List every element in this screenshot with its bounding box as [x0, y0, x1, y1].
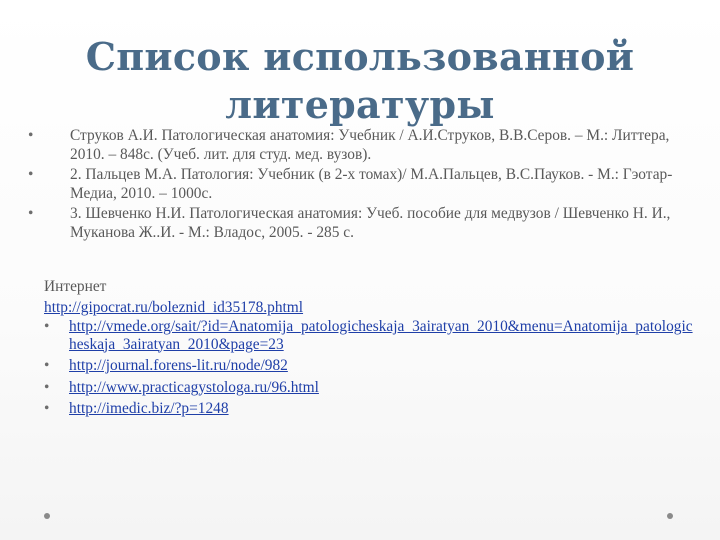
slide-title — [40, 33, 680, 129]
title-line-1: Список использованной — [85, 34, 635, 80]
reference-text: Струков А.И. Патологическая анатомия: Учебник / А.И.Струков, В.В.Серов. – М.: Литтера, 2010. – 848с. (Учеб. лит. для студ. мед. вузов). — [70, 127, 670, 163]
title-line-2: литературы — [225, 82, 495, 128]
bullet-icon: • — [28, 166, 34, 183]
reference-item — [28, 204, 692, 242]
link-list — [44, 318, 694, 418]
bullet-icon: • — [44, 318, 50, 335]
web-link[interactable]: http://journal.forens-lit.ru/node/982 — [69, 357, 288, 374]
bullet-icon: • — [44, 378, 50, 396]
reference-text: 3. Шевченко Н.И. Патологическая анатомия: Учеб. пособие для медвузов / Шевченко Н. И., Муканова Ж..И. - М.: Владос, 2005. - 285 с. — [70, 205, 671, 241]
reference-item — [28, 165, 692, 203]
decorative-dot-icon — [44, 513, 50, 519]
reference-text: 2. Пальцев М.А. Патология: Учебник (в 2-х томах)/ М.А.Пальцев, В.С.Пауков. - М.: Гэотар-Медиа, 2010. – 1000с. — [70, 166, 673, 202]
link-item — [44, 379, 694, 397]
bullet-icon: • — [44, 400, 50, 417]
web-link[interactable]: http://imedic.biz/?p=1248 — [69, 400, 229, 417]
reference-item — [28, 126, 692, 164]
main-link[interactable]: http://gipocrat.ru/boleznid_id35178.phtml — [44, 299, 304, 316]
link-item — [44, 400, 694, 418]
bullet-icon: • — [44, 357, 50, 374]
link-item — [44, 357, 694, 375]
link-item — [44, 318, 694, 353]
web-link[interactable]: http://vmede.org/sait/?id=Anatomija_patologicheskaja_3airatyan_2010&menu=Anatomija_patologicheskaja_3airatyan_2010&page=23 — [69, 318, 693, 353]
bullet-icon: • — [28, 127, 34, 144]
internet-heading: Интернет — [44, 278, 107, 295]
bullet-icon: • — [28, 205, 34, 222]
internet-section — [44, 276, 694, 422]
decorative-dot-icon — [667, 513, 673, 519]
web-link[interactable]: http://www.practicagystologa.ru/96.html — [69, 378, 319, 396]
reference-list — [28, 126, 692, 243]
